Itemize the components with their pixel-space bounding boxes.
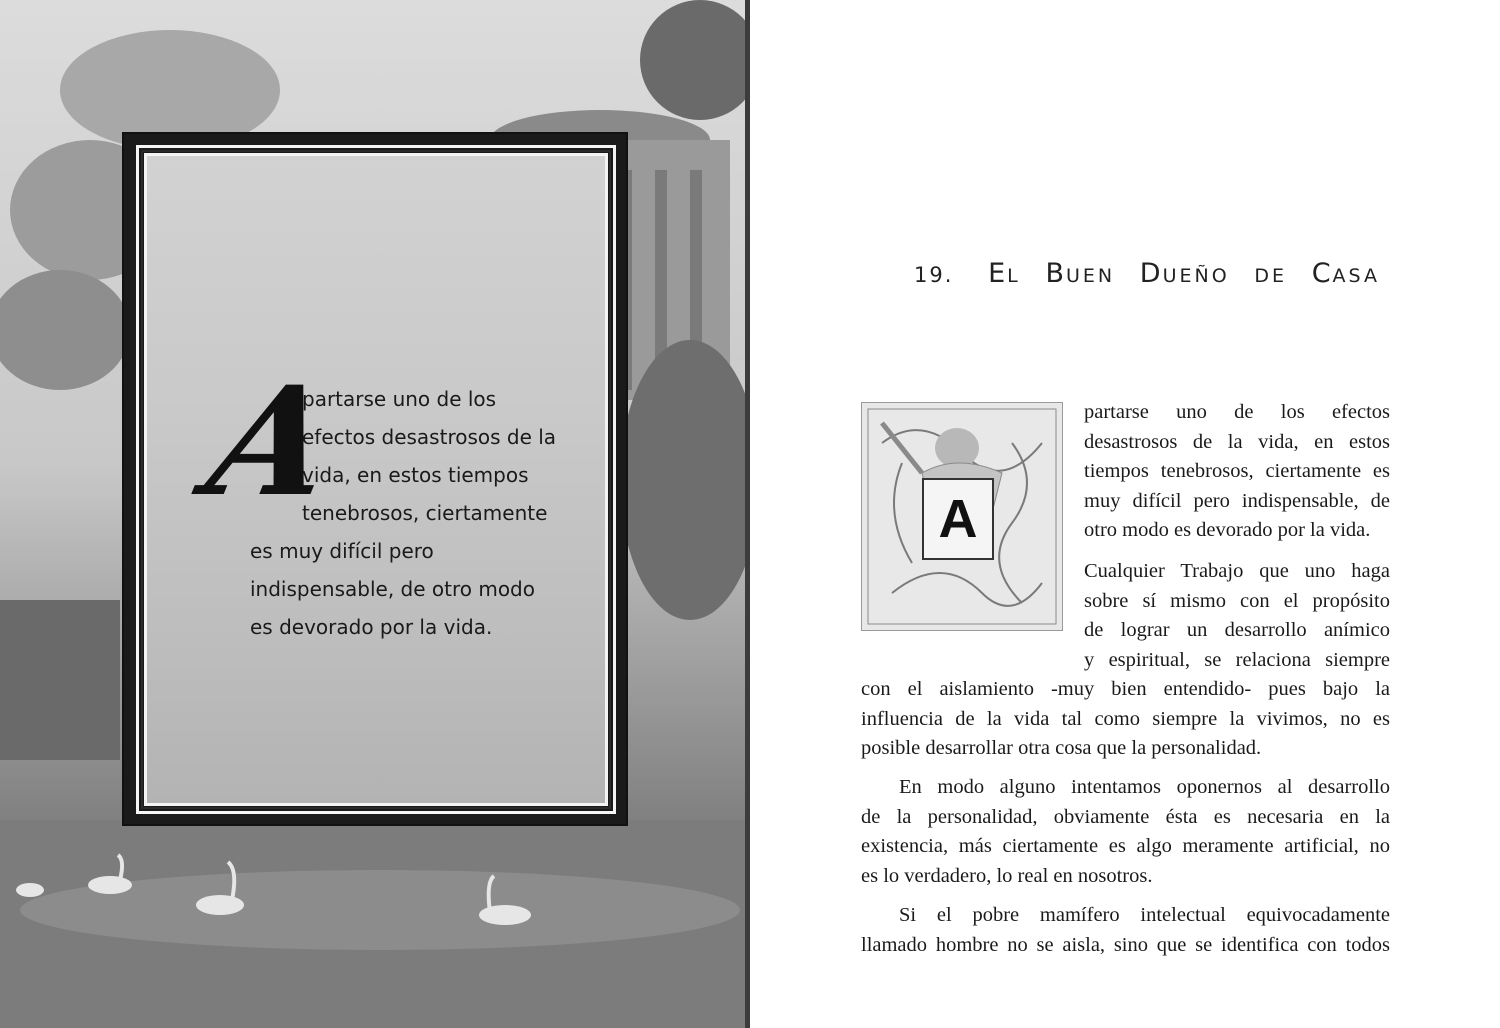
text-line: otro modo es devorado por la vida. <box>1084 519 1371 541</box>
paragraph-2-continued <box>861 675 1390 764</box>
text-line: partarse uno de los efectos <box>1084 401 1390 423</box>
text-line: y espiritual, se relaciona siempre <box>1084 648 1390 671</box>
text-line: posible desarrollar otra cosa que la personalidad. <box>861 737 1262 759</box>
quote-line: vida, en estos tiempos <box>302 463 529 487</box>
text-line: tiempos tenebrosos, ciertamente es <box>1084 460 1390 482</box>
title-word: CASA <box>1311 258 1380 289</box>
text-line: influencia de la vida tal como siempre la vivimos, no es <box>861 707 1390 730</box>
chapter-number: 19. <box>914 263 954 287</box>
quote-line: tenebrosos, ciertamente <box>302 501 548 525</box>
text-line: existencia, más ciertamente es algo meramente artificial, no <box>861 835 1390 857</box>
quote-drop-cap: A <box>195 354 350 530</box>
quote-line: partarse uno de los <box>302 387 497 411</box>
paragraph-3 <box>861 773 1390 891</box>
text-line: En modo alguno intentamos oponernos al desarrollo <box>899 776 1390 798</box>
text-line: de la personalidad, obviamente ésta es necesaria en la <box>861 805 1390 828</box>
title-word: DE <box>1254 265 1287 287</box>
text-line: muy difícil pero indispensable, de <box>1084 489 1390 512</box>
title-word: EL <box>988 258 1021 289</box>
text-line: Cualquier Trabajo que uno haga <box>1084 560 1390 582</box>
title-word: DUEÑO <box>1139 258 1230 289</box>
text-line: con el aislamiento -muy bien entendido- pues bajo la <box>861 678 1390 700</box>
illuminated-letter: A <box>922 478 994 560</box>
text-line: Si el pobre mamífero intelectual equivocadamente <box>899 904 1390 926</box>
text-line: de lograr un desarrollo anímico <box>1084 619 1390 641</box>
text-line: sobre sí mismo con el propósito <box>1084 589 1390 612</box>
title-word: BUEN <box>1045 258 1116 289</box>
quote-text <box>250 380 557 646</box>
quote-line: es muy difícil pero <box>250 539 434 563</box>
paragraph-2 <box>1084 557 1390 675</box>
text-line: llamado hombre no se aisla, sino que se identifica con todos <box>861 933 1390 956</box>
quote-line: indispensable, de otro modo <box>250 577 535 601</box>
text-line: desastrosos de la vida, en estos <box>1084 430 1390 453</box>
quote-line: efectos desastrosos de la <box>302 425 557 449</box>
paragraph-4 <box>861 901 1390 960</box>
quote-line: es devorado por la vida. <box>250 615 493 639</box>
text-line: es lo verdadero, lo real en nosotros. <box>861 864 1153 887</box>
chapter-title <box>914 258 1394 289</box>
paragraph-1 <box>1084 398 1390 546</box>
